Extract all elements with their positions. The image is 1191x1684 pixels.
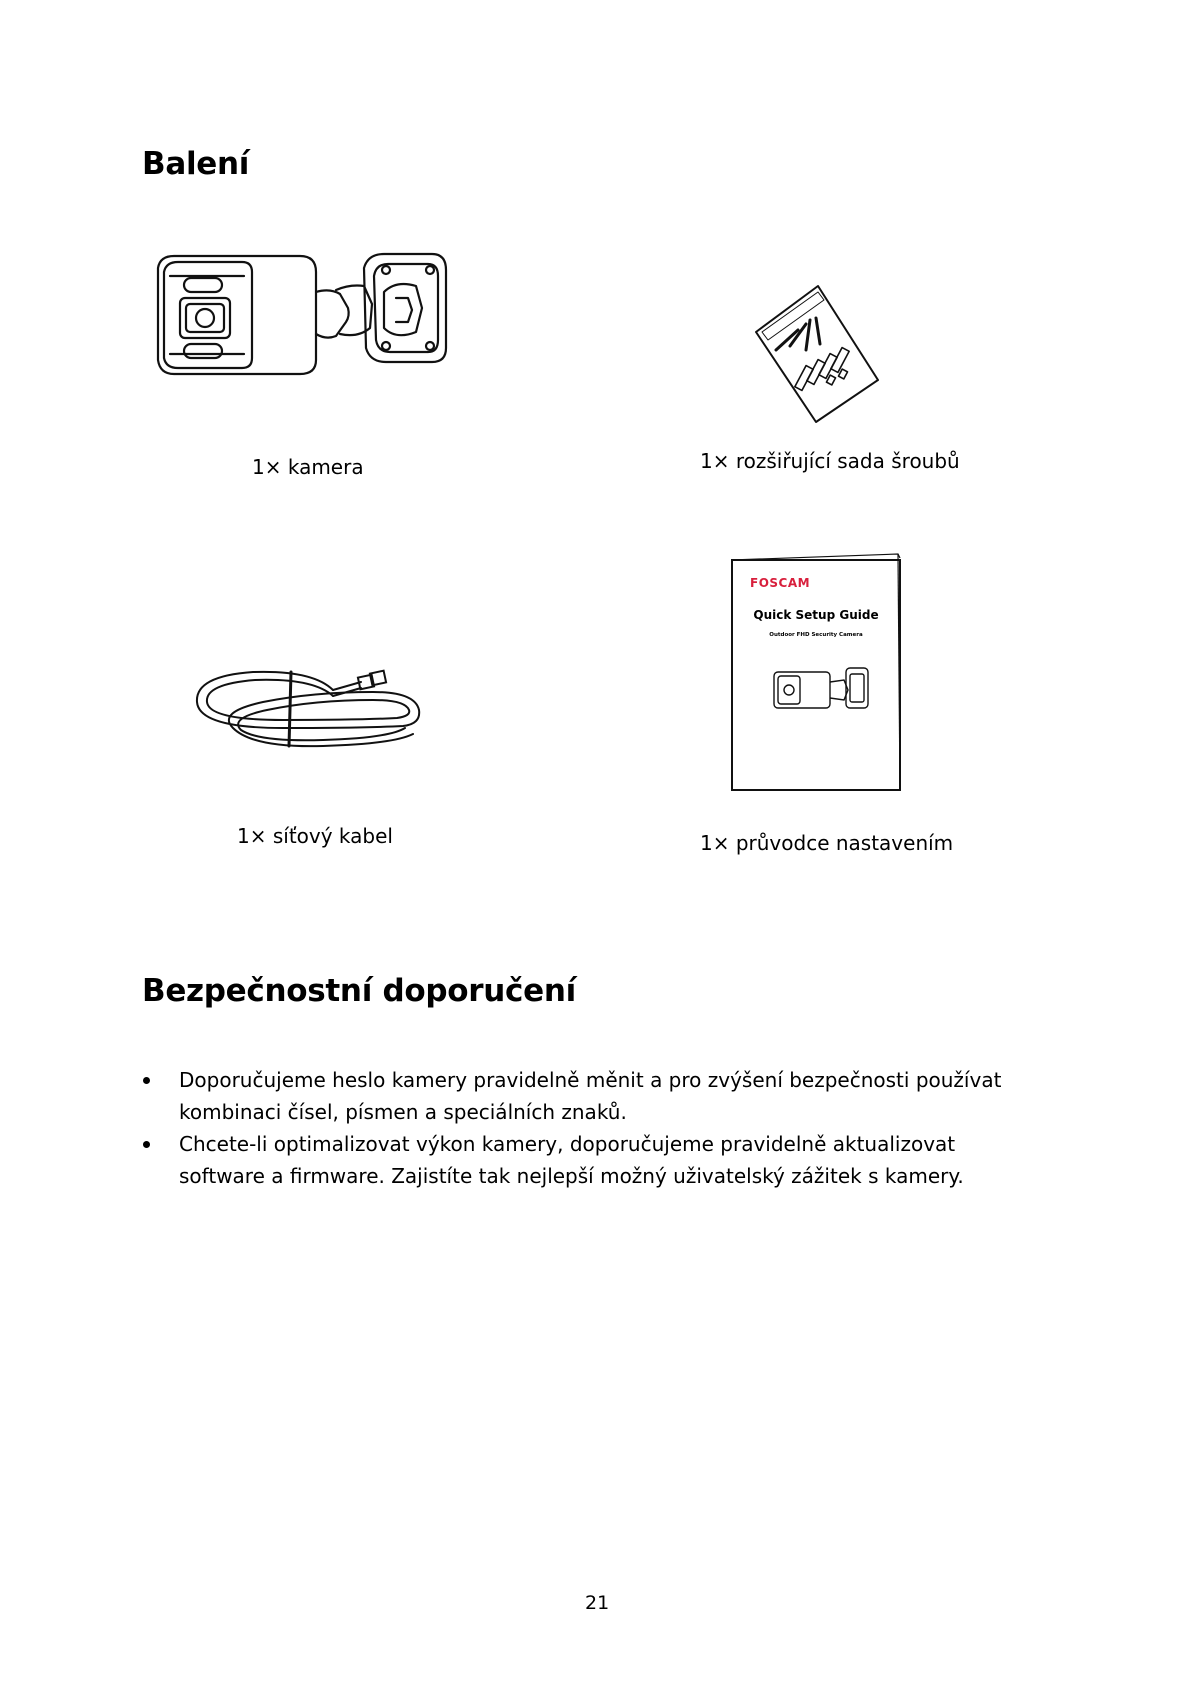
booklet-brand-logo: FOSCAM	[750, 576, 811, 590]
list-item	[143, 1128, 1043, 1192]
list-item	[143, 1064, 1043, 1128]
screw-kit-bag-icon	[748, 282, 878, 422]
recommendation-text: Doporučujeme heslo kamery pravidelně měnit a pro zvýšení bezpečnosti používat kombinaci čísel, písmen a speciálních znaků.	[179, 1068, 1002, 1124]
bullet-camera-icon	[150, 248, 450, 383]
guide-label: 1× průvodce nastavením	[700, 831, 954, 855]
booklet-subtitle: Outdoor FHD Security Camera	[769, 632, 863, 638]
quick-setup-guide-booklet-icon	[730, 552, 906, 792]
camera-label: 1× kamera	[252, 455, 364, 479]
screw-kit-label: 1× rozšiřující sada šroubů	[700, 449, 960, 473]
bullet-dot	[143, 1077, 150, 1084]
booklet-camera-icon	[772, 664, 872, 714]
network-cable-icon	[193, 662, 425, 758]
recommendation-text: Chcete-li optimalizovat výkon kamery, doporučujeme pravidelně aktualizovat software a firmware. Zajistíte tak nejlepší možný uživatelský zážitek s kamery.	[179, 1132, 964, 1188]
security-title: Bezpečnostní doporučení	[142, 973, 576, 1009]
page-number: 21	[585, 1592, 610, 1614]
packaging-title: Balení	[142, 146, 250, 182]
booklet-title: Quick Setup Guide	[753, 608, 879, 622]
security-recommendations-list	[143, 1064, 1043, 1192]
bullet-dot	[143, 1141, 150, 1148]
network-cable-label: 1× síťový kabel	[237, 824, 393, 848]
